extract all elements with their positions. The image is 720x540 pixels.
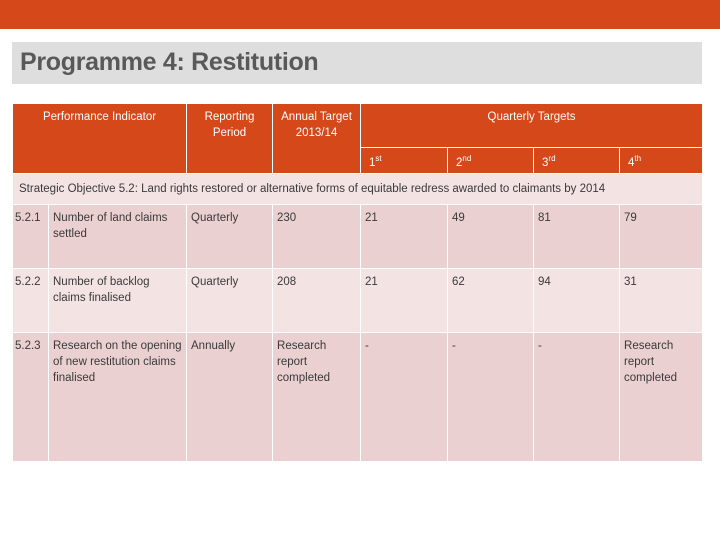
targets-table <box>12 103 703 462</box>
header-q3: 3rd <box>534 148 620 174</box>
row-period: Quarterly <box>187 204 273 268</box>
strategic-objective: Strategic Objective 5.2: Land rights restored or alternative forms of equitable redress awarded to claimants by 2014 <box>13 173 703 204</box>
header-q2: 2nd <box>448 148 534 174</box>
row-q4: 31 <box>620 268 703 332</box>
row-indicator: Research on the opening of new restitution claims finalised <box>49 332 187 461</box>
row-q3: - <box>534 332 620 461</box>
row-q3: 81 <box>534 204 620 268</box>
header-q1: 1st <box>361 148 448 174</box>
row-id: 5.2.3 <box>13 332 49 461</box>
row-id: 5.2.2 <box>13 268 49 332</box>
row-q2: 49 <box>448 204 534 268</box>
row-q4: 79 <box>620 204 703 268</box>
row-indicator: Number of backlog claims finalised <box>49 268 187 332</box>
row-q1: 21 <box>361 204 448 268</box>
row-annual-target: 230 <box>273 204 361 268</box>
table-row <box>13 204 703 268</box>
row-q3: 94 <box>534 268 620 332</box>
title-box <box>12 42 702 84</box>
strategic-objective-row <box>13 173 703 204</box>
row-annual-target: Research report completed <box>273 332 361 461</box>
row-q2: - <box>448 332 534 461</box>
row-annual-target: 208 <box>273 268 361 332</box>
header-quarterly-targets: Quarterly Targets <box>361 104 703 148</box>
header-reporting-period: Reporting Period <box>187 104 273 174</box>
top-accent-bar <box>0 0 720 29</box>
header-performance-indicator: Performance Indicator <box>13 104 187 174</box>
row-indicator: Number of land claims settled <box>49 204 187 268</box>
header-q4: 4th <box>620 148 703 174</box>
row-q1: 21 <box>361 268 448 332</box>
row-q2: 62 <box>448 268 534 332</box>
table-row <box>13 332 703 461</box>
page-title: Programme 4: Restitution <box>20 48 319 76</box>
row-period: Quarterly <box>187 268 273 332</box>
row-q1: - <box>361 332 448 461</box>
row-id: 5.2.1 <box>13 204 49 268</box>
row-period: Annually <box>187 332 273 461</box>
header-annual-target: Annual Target 2013/14 <box>273 104 361 174</box>
row-q4: Research report completed <box>620 332 703 461</box>
table-row <box>13 268 703 332</box>
